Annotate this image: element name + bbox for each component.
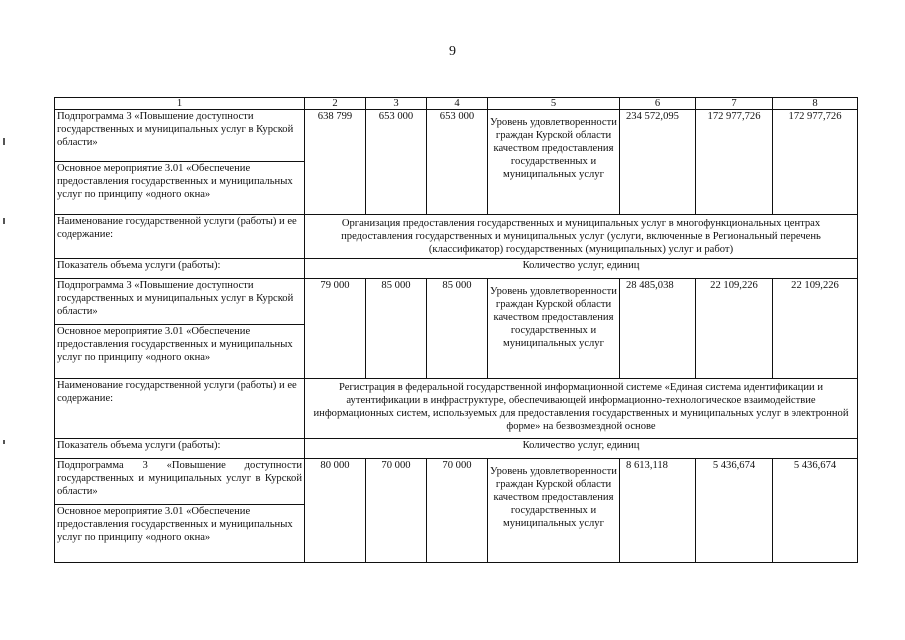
col-header-8: 8: [773, 98, 858, 110]
value-cell: 85 000: [427, 279, 488, 379]
column-number-row: [55, 98, 858, 110]
table-row: [55, 215, 858, 259]
measure-cell: Количество услуг, единиц: [305, 259, 858, 279]
measure-label-cell: Показатель объема услуги (работы):: [55, 259, 305, 279]
scan-mark: [3, 440, 5, 444]
value-cell: 653 000: [427, 110, 488, 215]
indicator-cell: Уровень удовлетворенности граждан Курской области качеством предоставления государственных и муниципальных услуг: [488, 459, 620, 563]
value-cell: 172 977,726: [773, 110, 858, 215]
service-description-cell: Организация предоставления государственных и муниципальных услуг в многофункциональных центрах предоставления государственных и муниципальных услуг (услуги, включенные в Региональный перечень (классификатор) государственных (муниципальных) услуг и работ): [305, 215, 858, 259]
value-cell: 638 799: [305, 110, 366, 215]
indicator-cell: Уровень удовлетворенности граждан Курской области качеством предоставления государственных и муниципальных услуг: [488, 110, 620, 215]
activity-cell: Основное мероприятие 3.01 «Обеспечение предоставления государственных и муниципальных услуг по принципу «одного окна»: [55, 162, 305, 215]
value-cell: 70 000: [427, 459, 488, 563]
subprogram-text: Подпрограмма 3 «Повышение доступности государственных и муниципальных услуг в Курской области»: [57, 460, 302, 497]
col-header-3: 3: [366, 98, 427, 110]
col-header-7: 7: [696, 98, 773, 110]
value-cell: 172 977,726: [696, 110, 773, 215]
measure-label-cell: Показатель объема услуги (работы):: [55, 439, 305, 459]
table-row: [55, 439, 858, 459]
col-header-2: 2: [305, 98, 366, 110]
value-cell: 70 000: [366, 459, 427, 563]
indicator-cell: Уровень удовлетворенности граждан Курской области качеством предоставления государственных и муниципальных услуг: [488, 279, 620, 379]
table-row: [55, 379, 858, 439]
value-cell: 22 109,226: [773, 279, 858, 379]
activity-cell: Основное мероприятие 3.01 «Обеспечение предоставления государственных и муниципальных услуг по принципу «одного окна»: [55, 505, 305, 563]
value-cell: 234 572,095: [620, 110, 696, 215]
scan-mark: [3, 218, 5, 224]
col-header-6: 6: [620, 98, 696, 110]
value-cell: 8 613,118: [620, 459, 696, 563]
value-cell: 28 485,038: [620, 279, 696, 379]
value-cell: 22 109,226: [696, 279, 773, 379]
subprogram-cell: Подпрограмма 3 «Повышение доступности государственных и муниципальных услуг в Курской области»: [55, 279, 305, 325]
activity-cell: Основное мероприятие 3.01 «Обеспечение предоставления государственных и муниципальных услуг по принципу «одного окна»: [55, 325, 305, 379]
program-table: [54, 97, 858, 563]
scan-mark: [3, 138, 5, 145]
service-label-cell: Наименование государственной услуги (работы) и ее содержание:: [55, 215, 305, 259]
subprogram-cell: Подпрограмма 3 «Повышение доступности государственных и муниципальных услуг в Курской области»: [55, 110, 305, 162]
measure-cell: Количество услуг, единиц: [305, 439, 858, 459]
value-cell: 5 436,674: [696, 459, 773, 563]
table-row: [55, 279, 858, 325]
table-row: [55, 110, 858, 162]
page-number: 9: [449, 44, 456, 59]
service-label-cell: Наименование государственной услуги (работы) и ее содержание:: [55, 379, 305, 439]
value-cell: 79 000: [305, 279, 366, 379]
table-row: [55, 459, 858, 505]
value-cell: 85 000: [366, 279, 427, 379]
value-cell: 5 436,674: [773, 459, 858, 563]
col-header-1: 1: [55, 98, 305, 110]
table-row: [55, 259, 858, 279]
col-header-4: 4: [427, 98, 488, 110]
value-cell: 80 000: [305, 459, 366, 563]
service-description-cell: Регистрация в федеральной государственной информационной системе «Единая система идентификации и аутентификации в инфраструктуре, обеспечивающей информационно-технологическое взаимодействие информационных систем, используемых для предоставления государственных и муниципальных услуг в электронной форме» на безвозмездной основе: [305, 379, 858, 439]
subprogram-cell: [55, 459, 305, 505]
col-header-5: 5: [488, 98, 620, 110]
value-cell: 653 000: [366, 110, 427, 215]
